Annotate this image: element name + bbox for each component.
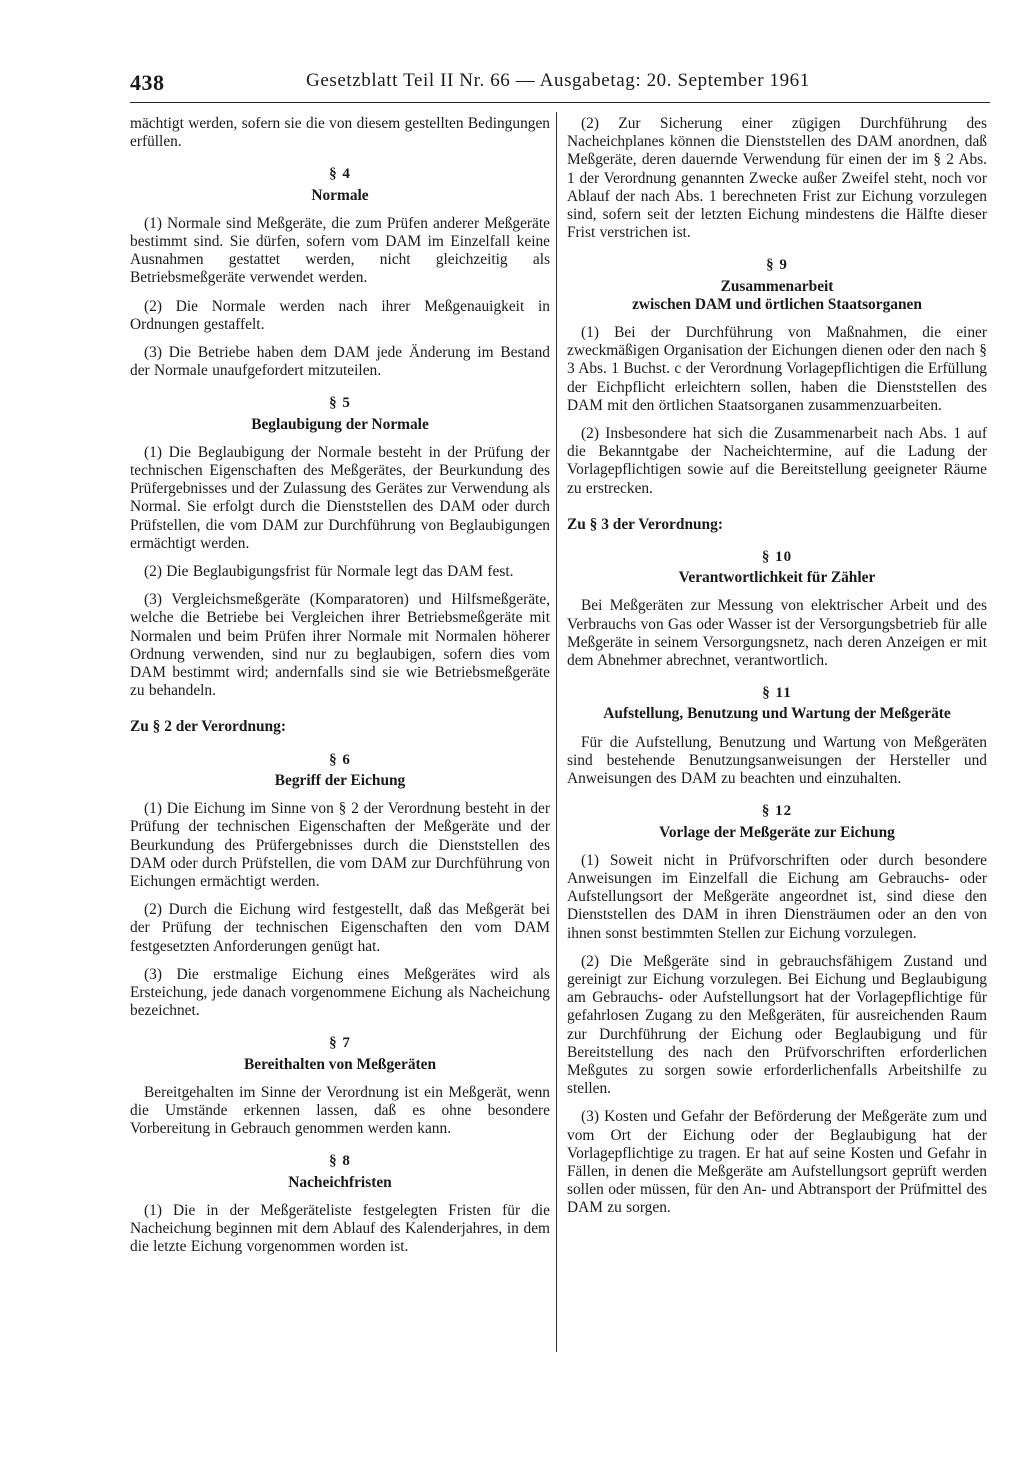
section-title-5: Beglaubigung der Normale [251,415,429,433]
section-4-paragraph-3: (3) Die Betriebe haben dem DAM jede Änderung im Bestand der Normale unaufgefordert mitzuteilen. [130,344,550,380]
section-number-5: § 5 [329,395,351,412]
section-number-12: § 12 [761,803,793,820]
section-number-10: § 10 [761,549,793,566]
section-5-paragraph-2: (2) Die Beglaubigungsfrist für Normale legt das DAM fest. [144,563,514,581]
section-9-paragraph-2: (2) Insbesondere hat sich die Zusammenarbeit nach Abs. 1 auf die Bekanntgabe der Nacheichtermine, auf die Ladung der Vorlagepflichtigen sowie auf die Bereitstellung geeigneter Räume zu erstrecken. [567,425,987,497]
section-title-6: Begriff der Eichung [274,771,406,789]
section-title-12: Vorlage der Meßgeräte zur Eichung [659,823,895,841]
section-title-11: Aufstellung, Benutzung und Wartung der Meßgeräte [603,705,951,723]
section-number-4: § 4 [329,166,351,183]
section-title-8: Nacheichfristen [288,1173,392,1191]
gazette-header-title: Gesetzblatt Teil II Nr. 66 — Ausgabetag: 20. September 1961 [306,70,810,91]
section-8-paragraph-1: (1) Die in der Meßgeräteliste festgelegten Fristen für die Nacheichung beginnen mit dem Ablauf des Kalenderjahres, in dem die letzte Eichung vorgenommen worden ist. [130,1201,550,1256]
section-12-paragraph-3: (3) Kosten und Gefahr der Beförderung der Meßgeräte zum und vom Ort der Eichung oder der Beglaubigung hat der Vorlagepflichtige zu tragen. Er hat auf seine Kosten und Gefahr in Fällen, in denen die Meßgeräte am Aufstellungsort geprüft werden sollen oder müssen, für den An- und Abtransport der Prüfmittel des DAM zu sorgen. [567,1108,987,1217]
section-12-paragraph-2: (2) Die Meßgeräte sind in gebrauchsfähigem Zustand und gereinigt zur Eichung vorzulegen. Bei Eichung und Beglaubigung am Gebrauchs- oder Aufstellungsort hat der Vorlagepflichtige für gefahrlosen Zugang zu den Meßgeräten, für ausreichenden Raum zur Durchführung der Eichung oder Beglaubigung und für Bereitstellung des nach den Prüfvorschriften erforderlichen Meßgutes zu sorgen sowie erforderlichenfalls Arbeitshilfe zu stellen. [567,952,987,1098]
zu-paragraph-3-heading: Zu § 3 der Verordnung: [567,515,723,533]
section-title-7: Bereithalten von Meßgeräten [243,1055,437,1073]
section-9-paragraph-1: (1) Bei der Durchführung von Maßnahmen, die einer zweckmäßigen Organisation der Eichungen dienen oder den nach § 3 Abs. 1 Buchst. c der Verordnung Vorlagepflichtigen die Erfüllung der Eichpflicht erleichtern sollen, haben die Dienststellen des DAM mit den örtlichen Staatsorganen zusammenzuarbeiten. [567,324,987,414]
section-title-9-line-2: zwischen DAM und örtlichen Staatsorganen [632,295,922,313]
section-number-6: § 6 [329,751,351,768]
section-title-10: Verantwortlichkeit für Zähler [678,569,876,587]
section-number-8: § 8 [329,1153,351,1170]
header-rule [130,102,990,103]
section-5-paragraph-3: (3) Vergleichsmeßgeräte (Komparatoren) und Hilfsmeßgeräte, welche die Betriebe bei Vergleichen ihrer Betriebsmeßgeräte mit Normalen und beim Prüfen ihrer Normale mit Normalen höherer Ordnung verwenden, sind nur zu beglaubigen, sofern dies vom DAM bestimmt wird; andernfalls sind sie wie Betriebsmeßgeräte zu behandeln. [130,591,550,700]
carryover-paragraph: mächtigt werden, sofern sie die von diesem gestellten Bedingungen erfüllen. [130,115,550,151]
section-6-paragraph-2: (2) Durch die Eichung wird festgestellt, daß das Meßgerät bei der Prüfung der technischen Eigenschaften den vom DAM festgesetzten Anforderungen genügt hat. [130,901,550,955]
section-5-paragraph-1: (1) Die Beglaubigung der Normale besteht in der Prüfung der technischen Eigenschaften des Meßgerätes, der Beurkundung des Prüfergebnisses und der Zulassung des Gerätes zur Verwendung als Normal. Sie erfolgt durch die Dienststellen des DAM oder durch Prüfstellen, die vom DAM zur Durchführung von Beglaubigungen ermächtigt werden. [130,443,550,552]
zu-paragraph-2-heading: Zu § 2 der Verordnung: [130,718,286,736]
right-column [567,115,987,1228]
section-6-paragraph-3: (3) Die erstmalige Eichung eines Meßgerätes wird als Ersteichung, jede danach vorgenommene Eichung als Nacheichung bezeichnet. [130,965,550,1020]
section-number-11: § 11 [762,685,792,702]
section-number-7: § 7 [329,1035,351,1052]
section-number-9: § 9 [766,257,788,274]
column-divider [556,112,557,1352]
left-column [130,115,550,1266]
section-title-4: Normale [311,186,369,204]
section-7-paragraph-1: Bereitgehalten im Sinne der Verordnung ist ein Meßgerät, wenn die Umstände erkennen lassen, daß es ohne besondere Vorbereitung in Gebrauch genommen werden kann. [130,1083,550,1138]
section-10-paragraph-1: Bei Meßgeräten zur Messung von elektrischer Arbeit und des Verbrauchs von Gas oder Wasser ist der Versorgungsbetrieb für alle Meßgeräte in seinem Versorgungsnetz, nach deren Anzeigen er mit dem Abnehmer abrechnet, verantwortlich. [567,597,987,670]
section-8-paragraph-2: (2) Zur Sicherung einer zügigen Durchführung des Nacheichplanes können die Dienststellen des DAM anordnen, daß Meßgeräte, deren dauernde Verwendung für einen der im § 2 Abs. 1 der Verordnung genannten Zwecke außer Zweifel steht, noch vor Ablauf der nach Abs. 1 berechneten Frist zur Eichung vorzulegen sind, sofern seit der letzten Eichung mindestens die Hälfte dieser Frist verstrichen ist. [567,115,987,242]
section-4-paragraph-1: (1) Normale sind Meßgeräte, die zum Prüfen anderer Meßgeräte bestimmt sind. Sie dürfen, sofern vom DAM im Einzelfall keine Ausnahmen gestattet werden, nicht gleichzeitig als Betriebsmeßgeräte verwendet werden. [130,214,550,287]
section-11-paragraph-1: Für die Aufstellung, Benutzung und Wartung von Meßgeräten sind bestehende Benutzungsanweisungen der Hersteller und Anweisungen des DAM zu beachten und einzuhalten. [567,733,987,788]
page-number: 438 [130,70,165,95]
section-title-9-line-1: Zusammenarbeit [720,277,834,295]
section-12-paragraph-1: (1) Soweit nicht in Prüfvorschriften oder durch besondere Anweisungen im Einzelfall die Eichung am Gebrauchs- oder Aufstellungsort der Meßgeräte angeordnet ist, sind diese den Dienststellen des DAM in ihren Diensträumen oder an den von ihnen sonst bestimmten Stellen zur Eichung vorzulegen. [567,851,987,942]
section-6-paragraph-1: (1) Die Eichung im Sinne von § 2 der Verordnung besteht in der Prüfung der technischen Eigenschaften der Meßgeräte und der Beurkundung des Prüfergebnisses durch die Dienststellen des DAM oder durch Prüfstellen, die vom DAM zur Durchführung von Eichungen ermächtigt werden. [130,800,550,890]
section-4-paragraph-2: (2) Die Normale werden nach ihrer Meßgenauigkeit in Ordnungen gestaffelt. [130,297,550,333]
page-header [130,68,990,100]
